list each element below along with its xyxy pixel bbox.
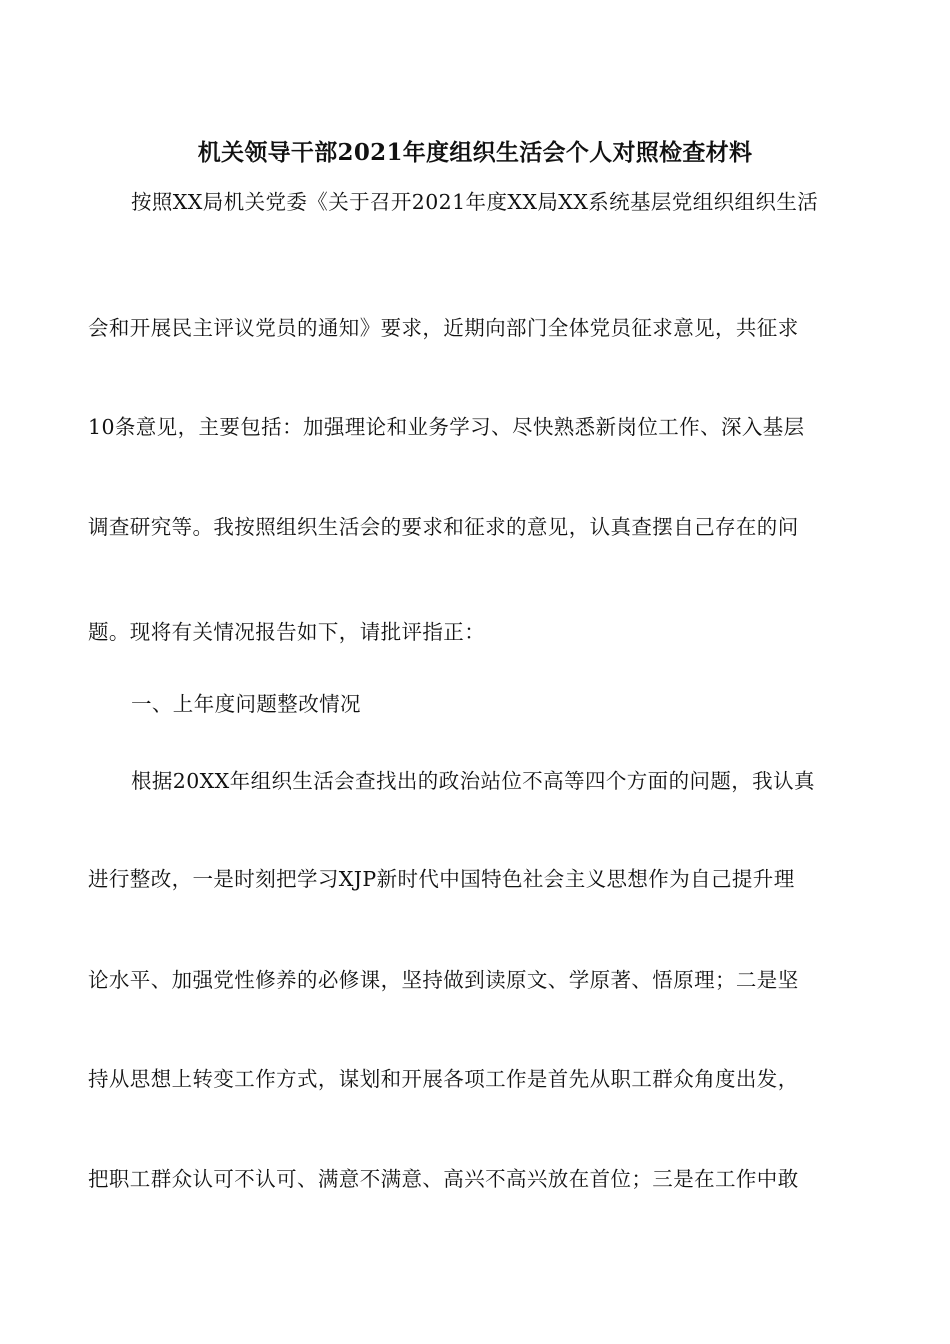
paragraph-2-line-5: 把职工群众认可不认可、满意不满意、高兴不高兴放在首位；三是在工作中敢: [88, 1167, 799, 1191]
paragraph-1-line-2: 会和开展民主评议党员的通知》要求，近期向部门全体党员征求意见，共征求: [88, 316, 799, 340]
paragraph-1-line-4: 调查研究等。我按照组织生活会的要求和征求的意见，认真查摆自己存在的问: [88, 515, 799, 539]
paragraph-2-line-3: 论水平、加强党性修养的必修课，坚持做到读原文、学原著、悟原理；二是坚: [88, 968, 799, 992]
paragraph-2-line-4: 持从思想上转变工作方式，谋划和开展各项工作是首先从职工群众角度出发，: [88, 1067, 799, 1091]
document-title: 机关领导干部2021年度组织生活会个人对照检查材料: [197, 139, 753, 166]
paragraph-2-line-1: 根据20XX年组织生活会查找出的政治站位不高等四个方面的问题，我认真: [131, 769, 815, 793]
section-heading: 一、上年度问题整改情况: [131, 692, 361, 716]
paragraph-1-line-5: 题。现将有关情况报告如下，请批评指正：: [88, 620, 486, 644]
paragraph-2-line-2: 进行整改，一是时刻把学习XJP新时代中国特色社会主义思想作为自己提升理: [88, 867, 795, 891]
paragraph-1-line-1: 按照XX局机关党委《关于召开2021年度XX局XX系统基层党组织组织生活: [131, 190, 819, 214]
paragraph-1-line-3: 10条意见，主要包括：加强理论和业务学习、尽快熟悉新岗位工作、深入基层: [88, 415, 805, 439]
